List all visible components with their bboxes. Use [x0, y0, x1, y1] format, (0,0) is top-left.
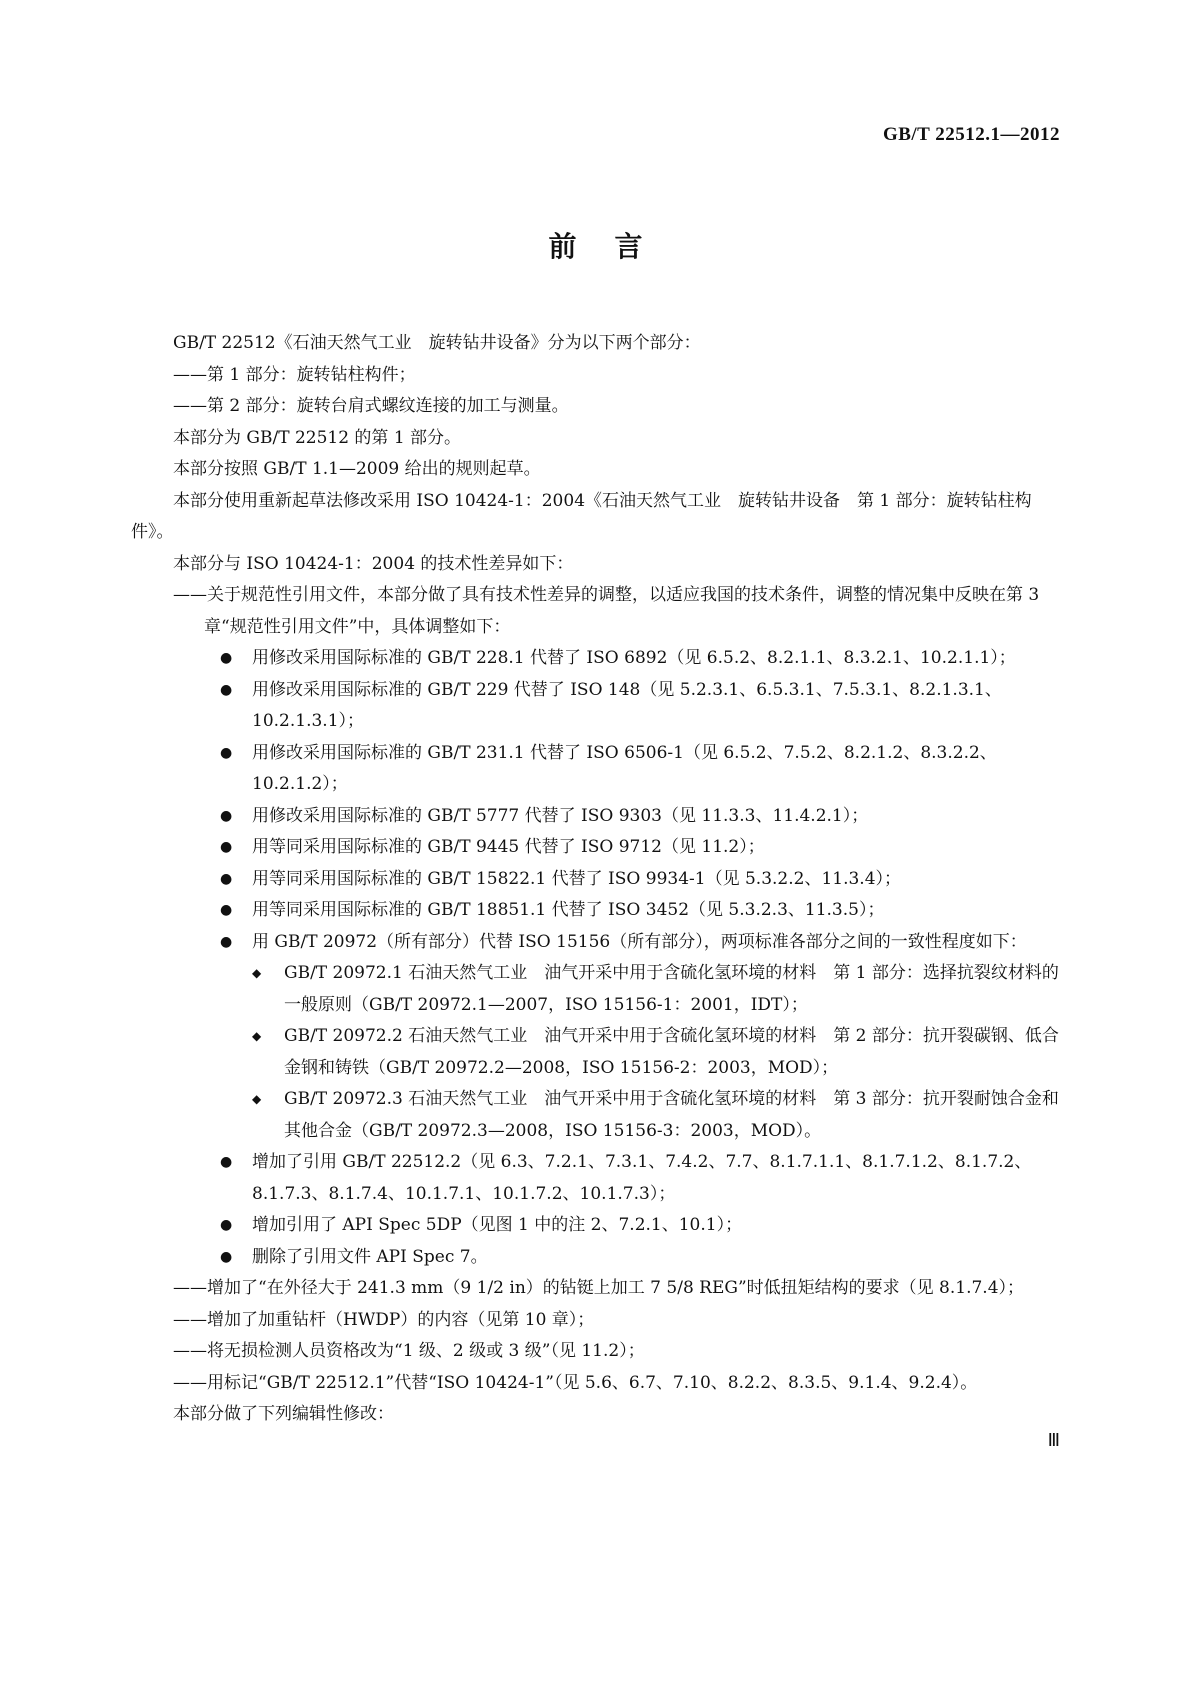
bullet-text: 增加引用了 API Spec 5DP（见图 1 中的注 2、7.2.1、10.1）； — [252, 1215, 743, 1235]
sub-bullet-text: GB/T 20972.2 石油天然气工业 油气开采中用于含硫化氢环境的材料 第 2 部分：抗开裂碳钢、低合金钢和铸铁（GB/T 20972.2—2008，ISO 15156-2：2003，MOD）； — [284, 1026, 1059, 1078]
paragraph: 本部分为 GB/T 22512 的第 1 部分。 — [173, 427, 462, 448]
bullet-text: 用等同采用国际标准的 GB/T 18851.1 代替了 ISO 3452（见 5.3.2.3、11.3.5）； — [252, 900, 885, 920]
diamond-bullet-icon: ◆ — [252, 966, 262, 980]
bullet-item — [131, 801, 1062, 833]
sub-bullet-item — [131, 1084, 1062, 1147]
bullet-icon: ● — [220, 1217, 233, 1233]
dash-item: ——增加了“在外径大于 241.3 mm（9 1/2 in）的钻铤上加工 7 5/8 REG”时低扭矩结构的要求（见 8.1.7.4）； — [173, 1278, 1025, 1298]
bullet-text: 用等同采用国际标准的 GB/T 9445 代替了 ISO 9712（见 11.2）； — [252, 837, 765, 857]
diamond-bullet-icon: ◆ — [252, 1092, 262, 1106]
document-number: GB/T 22512.1—2012 — [882, 124, 1060, 145]
dash-item: ——关于规范性引用文件，本部分做了具有技术性差异的调整，以适应我国的技术条件，调整的情况集中反映在第 3 章“规范性引用文件”中，具体调整如下： — [173, 585, 1040, 637]
bullet-text: 用修改采用国际标准的 GB/T 231.1 代替了 ISO 6506-1（见 6.5.2、7.5.2、8.2.1.2、8.3.2.2、10.2.1.2）； — [252, 742, 997, 794]
bullet-icon: ● — [220, 870, 233, 887]
page-title: 前言 — [548, 230, 681, 263]
dash-item: ——第 1 部分：旋转钻柱构件； — [173, 364, 416, 385]
dash-item: ——将无损检测人员资格改为“1 级、2 级或 3 级”（见 11.2）； — [173, 1341, 645, 1361]
bullet-item — [131, 1210, 1062, 1242]
paragraph: 本部分按照 GB/T 1.1—2009 给出的规则起草。 — [173, 459, 541, 479]
bullet-icon: ● — [220, 807, 233, 824]
bullet-item — [131, 927, 1062, 959]
bullet-icon: ● — [220, 744, 233, 761]
bullet-text: 用修改采用国际标准的 GB/T 228.1 代替了 ISO 6892（见 6.5.2、8.2.1.1、8.3.2.1、10.2.1.1）； — [252, 648, 1016, 668]
bullet-item — [131, 1147, 1062, 1210]
paragraph: 本部分做了下列编辑性修改： — [173, 1404, 394, 1424]
foreword-body — [131, 328, 1062, 1431]
bullet-text: 用修改采用国际标准的 GB/T 229 代替了 ISO 148（见 5.2.3.1、6.5.3.1、7.5.3.1、8.2.1.3.1、10.2.1.3.1）； — [252, 679, 1002, 731]
bullet-text: 用修改采用国际标准的 GB/T 5777 代替了 ISO 9303（见 11.3.3、11.4.2.1）； — [252, 805, 869, 826]
bullet-icon: ● — [220, 902, 233, 918]
dash-item: ——增加了加重钻杆（HWDP）的内容（见第 10 章）； — [173, 1309, 595, 1330]
bullet-item — [131, 738, 1062, 801]
bullet-icon: ● — [220, 933, 233, 950]
bullet-item — [131, 864, 1062, 896]
dash-item: ——用标记“GB/T 22512.1”代替“ISO 10424-1”（见 5.6、6.7、7.10、8.2.2、8.3.5、9.1.4、9.2.4）。 — [173, 1372, 978, 1393]
dash-item: ——第 2 部分：旋转台肩式螺纹连接的加工与测量。 — [173, 396, 569, 416]
paragraph: 本部分使用重新起草法修改采用 ISO 10424-1：2004《石油天然气工业 旋转钻井设备 第 1 部分：旋转钻柱构件》。 — [131, 490, 1032, 542]
sub-bullet-text: GB/T 20972.1 石油天然气工业 油气开采中用于含硫化氢环境的材料 第 1 部分：选择抗裂纹材料的一般原则（GB/T 20972.1—2007，ISO 15156-1：2001，IDT）； — [284, 963, 1059, 1015]
paragraph: 本部分与 ISO 10424-1：2004 的技术性差异如下： — [173, 553, 574, 574]
sub-bullet-text: GB/T 20972.3 石油天然气工业 油气开采中用于含硫化氢环境的材料 第 3 部分：抗开裂耐蚀合金和其他合金（GB/T 20972.3—2008，ISO 15156-3：2003，MOD）。 — [284, 1089, 1059, 1141]
bullet-item — [131, 832, 1062, 864]
bullet-icon: ● — [220, 650, 233, 666]
bullet-icon: ● — [220, 839, 233, 855]
sub-bullet-item — [131, 1021, 1062, 1084]
bullet-item — [131, 643, 1062, 675]
bullet-text: 增加了引用 GB/T 22512.2（见 6.3、7.2.1、7.3.1、7.4.2、7.7、8.1.7.1.1、8.1.7.1.2、8.1.7.2、8.1.7.3、8.1.7.4、10.1.7.1、10.1.7.2、10.1.7.3）； — [252, 1152, 1032, 1204]
diamond-bullet-icon: ◆ — [252, 1029, 262, 1043]
bullet-item — [131, 895, 1062, 927]
bullet-text: 删除了引用文件 API Spec 7。 — [252, 1246, 488, 1267]
bullet-icon: ● — [220, 1154, 233, 1170]
bullet-text: 用 GB/T 20972（所有部分）代替 ISO 15156（所有部分），两项标准各部分之间的一致性程度如下： — [252, 931, 1027, 952]
bullet-item — [131, 675, 1062, 738]
bullet-text: 用等同采用国际标准的 GB/T 15822.1 代替了 ISO 9934-1（见 5.3.2.2、11.3.4）； — [252, 868, 902, 889]
page-number: Ⅲ — [1047, 1430, 1060, 1450]
sub-bullet-item — [131, 958, 1062, 1021]
bullet-icon: ● — [220, 681, 233, 698]
bullet-item — [131, 1242, 1062, 1274]
paragraph: GB/T 22512《石油天然气工业 旋转钻井设备》分为以下两个部分： — [173, 333, 701, 353]
bullet-icon: ● — [220, 1248, 233, 1265]
